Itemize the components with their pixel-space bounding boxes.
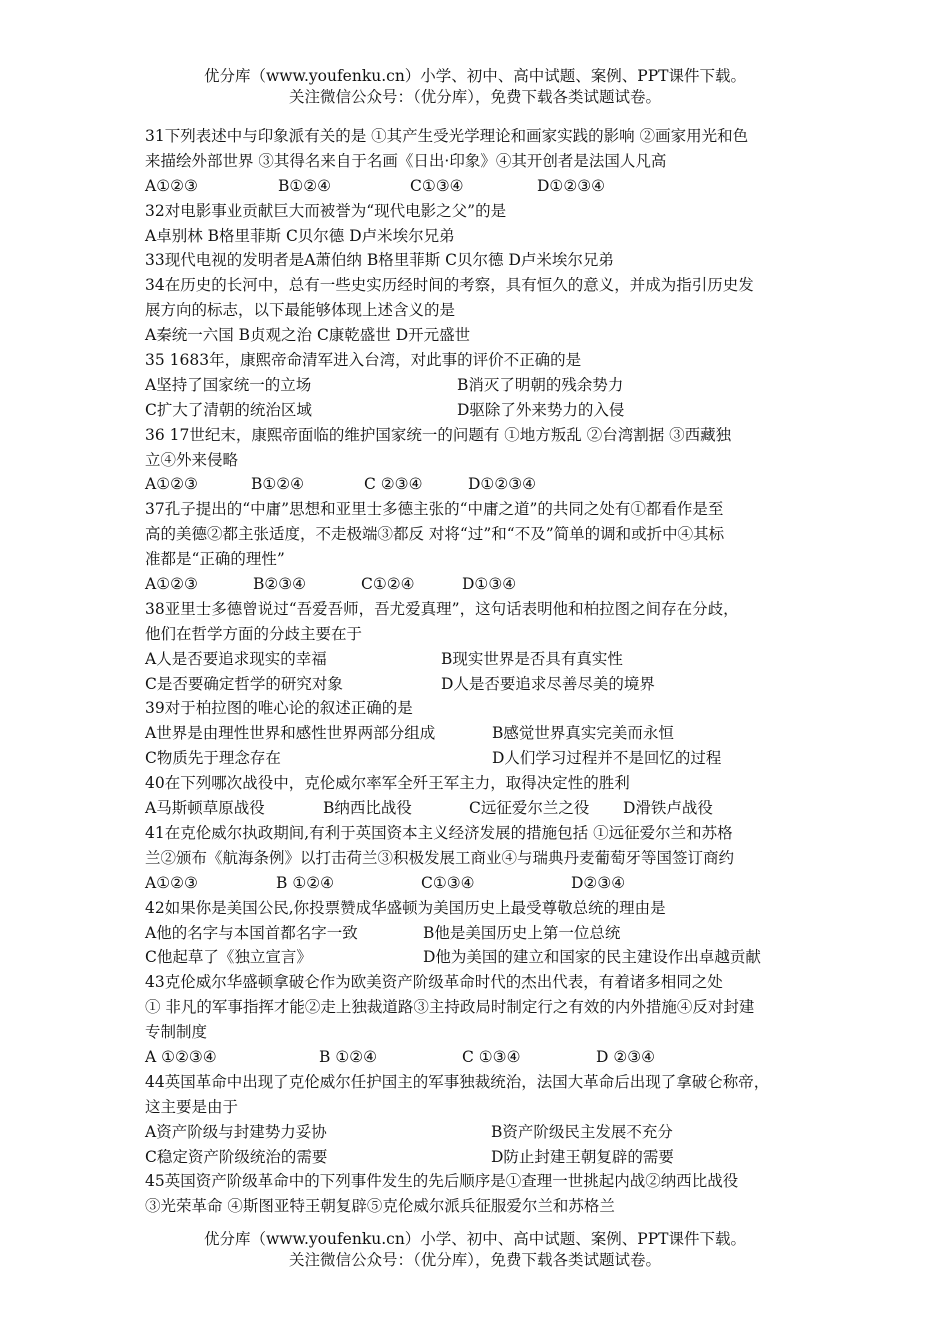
options-row	[145, 796, 810, 821]
answer-option: D人是否要追求尽善尽美的境界	[441, 674, 655, 693]
answer-option: A资产阶级与封建势力妥协	[145, 1122, 327, 1141]
answer-option: C他起草了《独立宣言》	[145, 948, 312, 967]
options-row	[145, 398, 810, 423]
header-line-1: 优分库（www.youfenku.cn）小学、初中、高中试题、案例、PPT课件下载。	[203, 67, 747, 85]
question-text-line: 34在历史的长河中，总有一些史实历经时间的考察，具有恒久的意义，并成为指引历史发	[145, 276, 754, 295]
question-text-line: 45英国资产阶级革命中的下列事件发生的先后顺序是①查理一世挑起内战②纳西比战役	[145, 1172, 739, 1191]
question-text-line: 31下列表述中与印象派有关的是 ①其产生受光学理论和画家实践的影响 ②画家用光和色	[145, 127, 749, 145]
question-text-line: 38亚里士多德曾说过“吾爱吾师，吾尤爱真理”，这句话表明他和柏拉图之间存在分歧，	[145, 599, 739, 618]
options-row	[145, 647, 810, 672]
answer-option: C①③④	[421, 873, 475, 892]
options-row	[145, 672, 810, 697]
answer-option: C ②③④	[364, 475, 423, 494]
answer-option: B消灭了明朝的残余势力	[457, 375, 624, 394]
header-line-2: 关注微信公众号：（优分库），免费下载各类试题试卷。	[288, 88, 661, 106]
question-text-line: 32对电影事业贡献巨大而被誉为“现代电影之父”的是	[145, 201, 507, 220]
options-row	[145, 945, 810, 970]
question-text-line: 立④外来侵略	[145, 450, 239, 469]
question-text-line: 44英国革命中出现了克伦威尔任护国主的军事独裁统治，法国大革命后出现了拿破仑称帝，	[145, 1072, 770, 1091]
answer-option: D驱除了外来势力的入侵	[457, 400, 625, 419]
answer-option: B感觉世界真实完美而永恒	[492, 724, 674, 743]
answer-option: A坚持了国家统一的立场	[145, 375, 312, 394]
options-row	[145, 721, 810, 746]
answer-option: B ①②④	[319, 1047, 378, 1066]
answer-option: A①②③	[145, 575, 198, 594]
answer-option: D防止封建王朝复辟的需要	[491, 1147, 674, 1166]
question-text-line: 专制制度	[145, 1023, 208, 1042]
answer-option: C稳定资产阶级统治的需要	[145, 1147, 328, 1166]
question-text-line: A秦统一六国 B贞观之治 C康乾盛世 D开元盛世	[145, 326, 471, 345]
question-text-line: 这主要是由于	[145, 1097, 239, 1116]
answer-option: B①②④	[251, 475, 305, 494]
answer-option: D ②③④	[596, 1047, 656, 1066]
options-row	[145, 1120, 810, 1145]
answer-option: A人是否要追求现实的幸福	[145, 649, 327, 668]
answer-option: D①②③④	[537, 176, 606, 195]
answer-option: A①②③	[145, 475, 198, 494]
question-text-line: 42如果你是美国公民,你投票赞成华盛顿为美国历史上最受尊敬总统的理由是	[145, 898, 666, 917]
question-text-line: 高的美德②都主张适度，不走极端③都反 对将“过”和“不及”简单的调和或折中④其标	[145, 525, 725, 544]
answer-option: C是否要确定哲学的研究对象	[145, 674, 343, 693]
options-row	[145, 871, 810, 896]
answer-option: C扩大了清朝的统治区域	[145, 400, 312, 419]
question-text-line: ① 非凡的军事指挥才能②走上独裁道路③主持政局时制定行之有效的内外措施④反对封建	[145, 998, 755, 1017]
question-text-line: 33现代电视的发明者是A萧伯纳 B格里菲斯 C贝尔德 D卢米埃尔兄弟	[145, 251, 614, 270]
question-text-line: 来描绘外部世界 ③其得名来自于名画《日出·印象》④其开创者是法国人凡高	[145, 151, 667, 170]
answer-option: B纳西比战役	[323, 799, 412, 818]
answer-option: C①③④	[410, 176, 464, 195]
question-text-line: 准都是“正确的理性”	[145, 550, 285, 569]
page-header	[0, 66, 950, 108]
options-row	[145, 921, 810, 946]
question-text-line: 43克伦威尔华盛顿拿破仑作为欧美资产阶级革命时代的杰出代表，有着诸多相同之处	[145, 973, 723, 992]
options-row	[145, 174, 810, 199]
question-text-line: 35 1683年，康熙帝命清军进入台湾，对此事的评价不正确的是	[145, 351, 582, 370]
question-body	[145, 124, 810, 1219]
question-text-line: ③光荣革命 ④斯图亚特王朝复辟⑤克伦威尔派兵征服爱尔兰和苏格兰	[145, 1197, 615, 1216]
question-text-line: 41在克伦威尔执政期间,有利于英国资本主义经济发展的措施包括 ①远征爱尔兰和苏格	[145, 823, 733, 842]
answer-option: D①②③④	[468, 475, 537, 494]
answer-option: C ①③④	[462, 1047, 521, 1066]
answer-option: D滑铁卢战役	[623, 799, 713, 818]
answer-option: C物质先于理念存在	[145, 749, 281, 768]
options-row	[145, 746, 810, 771]
answer-option: D人们学习过程并不是回忆的过程	[492, 749, 722, 768]
page-footer	[0, 1229, 950, 1271]
question-text-line: 39对于柏拉图的唯心论的叙述正确的是	[145, 699, 413, 718]
answer-option: A世界是由理性世界和感性世界两部分组成	[145, 724, 436, 743]
answer-option: D②③④	[571, 873, 626, 892]
answer-option: A马斯顿草原战役	[145, 799, 265, 818]
question-text-line: 他们在哲学方面的分歧主要在于	[145, 624, 363, 643]
question-text-line: 40在下列哪次战役中，克伦威尔率军全歼王军主力，取得决定性的胜利	[145, 774, 630, 793]
footer-line-1: 优分库（www.youfenku.cn）小学、初中、高中试题、案例、PPT课件下载。	[203, 1230, 747, 1248]
answer-option: C①②④	[361, 575, 415, 594]
answer-option: B①②④	[278, 176, 332, 195]
answer-option: A①②③	[145, 873, 198, 892]
options-row	[145, 1145, 810, 1170]
answer-option: C远征爱尔兰之役	[469, 799, 590, 818]
question-text-line: A卓别林 B格里菲斯 C贝尔德 D卢米埃尔兄弟	[145, 226, 455, 245]
question-text-line: 36 17世纪末，康熙帝面临的维护国家统一的问题有 ①地方叛乱 ②台湾割据 ③西藏独	[145, 425, 732, 444]
answer-option: B ①②④	[276, 873, 335, 892]
answer-option: D他为美国的建立和国家的民主建设作出卓越贡献	[423, 948, 761, 967]
answer-option: B现实世界是否具有真实性	[441, 649, 623, 668]
answer-option: D①③④	[462, 575, 517, 594]
answer-option: B资产阶级民主发展不充分	[491, 1122, 673, 1141]
answer-option: A他的名字与本国首都名字一致	[145, 923, 358, 942]
question-text-line: 37孔子提出的“中庸”思想和亚里士多德主张的“中庸之道”的共同之处有①都看作是至	[145, 500, 724, 519]
answer-option: B②③④	[253, 575, 307, 594]
answer-option: B他是美国历史上第一位总统	[423, 923, 621, 942]
question-text-line: 展方向的标志，以下最能够体现上述含义的是	[145, 301, 456, 320]
options-row	[145, 472, 810, 497]
footer-line-2: 关注微信公众号：（优分库），免费下载各类试题试卷。	[288, 1251, 661, 1269]
options-row	[145, 373, 810, 398]
answer-option: A①②③	[145, 176, 198, 195]
options-row	[145, 572, 810, 597]
options-row	[145, 1045, 810, 1070]
answer-option: A ①②③④	[145, 1047, 217, 1066]
question-text-line: 兰②颁布《航海条例》以打击荷兰③积极发展工商业④与瑞典丹麦葡萄牙等国签订商约	[145, 848, 735, 867]
